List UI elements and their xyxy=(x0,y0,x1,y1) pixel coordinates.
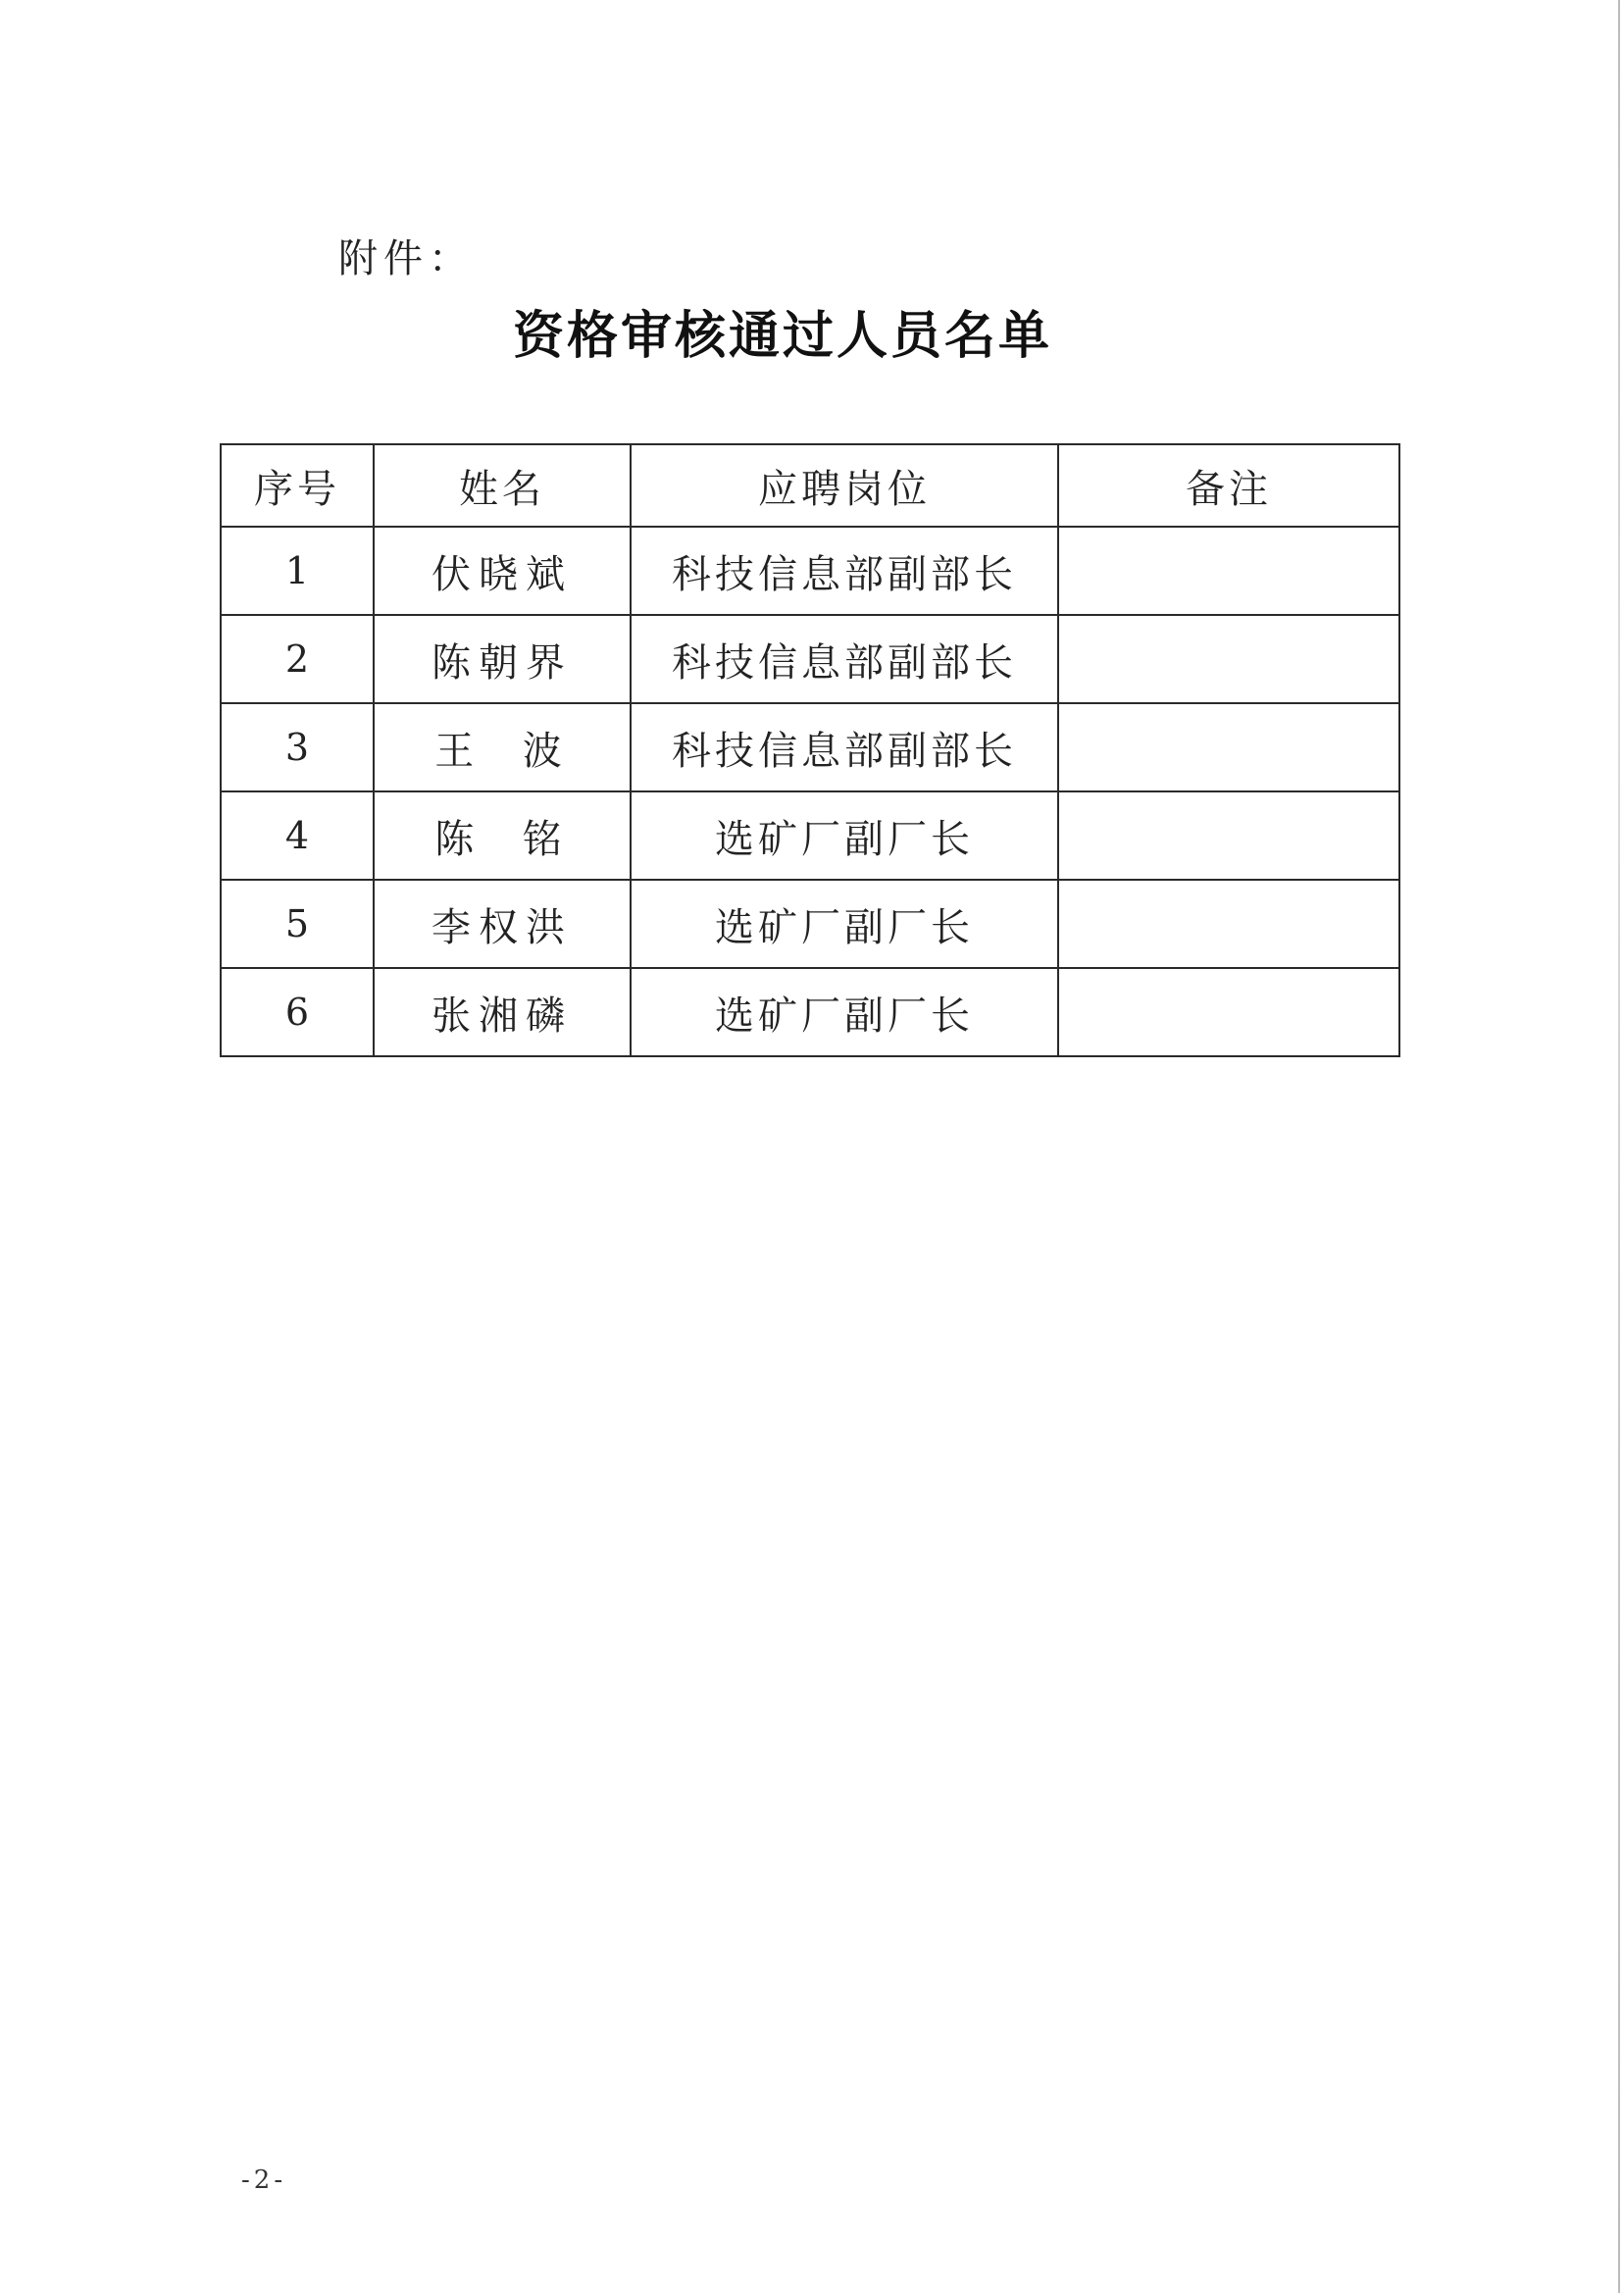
table-row xyxy=(221,703,1399,791)
cell-name: 王 波 xyxy=(374,703,631,791)
scan-edge-line xyxy=(1618,0,1620,2293)
cell-note xyxy=(1058,968,1399,1056)
cell-note xyxy=(1058,703,1399,791)
cell-position: 选矿厂副厂长 xyxy=(631,880,1058,968)
header-seq: 序号 xyxy=(221,444,374,527)
cell-seq: 2 xyxy=(221,615,374,703)
cell-note xyxy=(1058,527,1399,615)
table-header-row xyxy=(221,444,1399,527)
header-note: 备注 xyxy=(1058,444,1399,527)
document-title-text: 资格审核通过人员名单 xyxy=(512,306,1052,366)
table-row xyxy=(221,527,1399,615)
cell-name: 李权洪 xyxy=(374,880,631,968)
header-name: 姓名 xyxy=(374,444,631,527)
cell-note xyxy=(1058,880,1399,968)
cell-name: 伏晓斌 xyxy=(374,527,631,615)
header-position: 应聘岗位 xyxy=(631,444,1058,527)
cell-seq: 6 xyxy=(221,968,374,1056)
cell-note xyxy=(1058,615,1399,703)
cell-name: 陈朝界 xyxy=(374,615,631,703)
cell-note xyxy=(1058,791,1399,880)
cell-seq: 5 xyxy=(221,880,374,968)
cell-seq: 3 xyxy=(221,703,374,791)
table-row xyxy=(221,968,1399,1056)
cell-position: 科技信息部副部长 xyxy=(631,527,1058,615)
cell-position: 科技信息部副部长 xyxy=(631,615,1058,703)
cell-seq: 4 xyxy=(221,791,374,880)
table-row xyxy=(221,615,1399,703)
attachment-label: 附件： xyxy=(338,236,474,281)
cell-position: 科技信息部副部长 xyxy=(631,703,1058,791)
table-row xyxy=(221,880,1399,968)
document-title xyxy=(0,294,1624,368)
page-number: -2- xyxy=(241,2166,287,2195)
cell-seq: 1 xyxy=(221,527,374,615)
personnel-table xyxy=(220,443,1400,1057)
cell-name: 张湘磷 xyxy=(374,968,631,1056)
cell-position: 选矿厂副厂长 xyxy=(631,968,1058,1056)
cell-position: 选矿厂副厂长 xyxy=(631,791,1058,880)
cell-name: 陈 铭 xyxy=(374,791,631,880)
table-row xyxy=(221,791,1399,880)
